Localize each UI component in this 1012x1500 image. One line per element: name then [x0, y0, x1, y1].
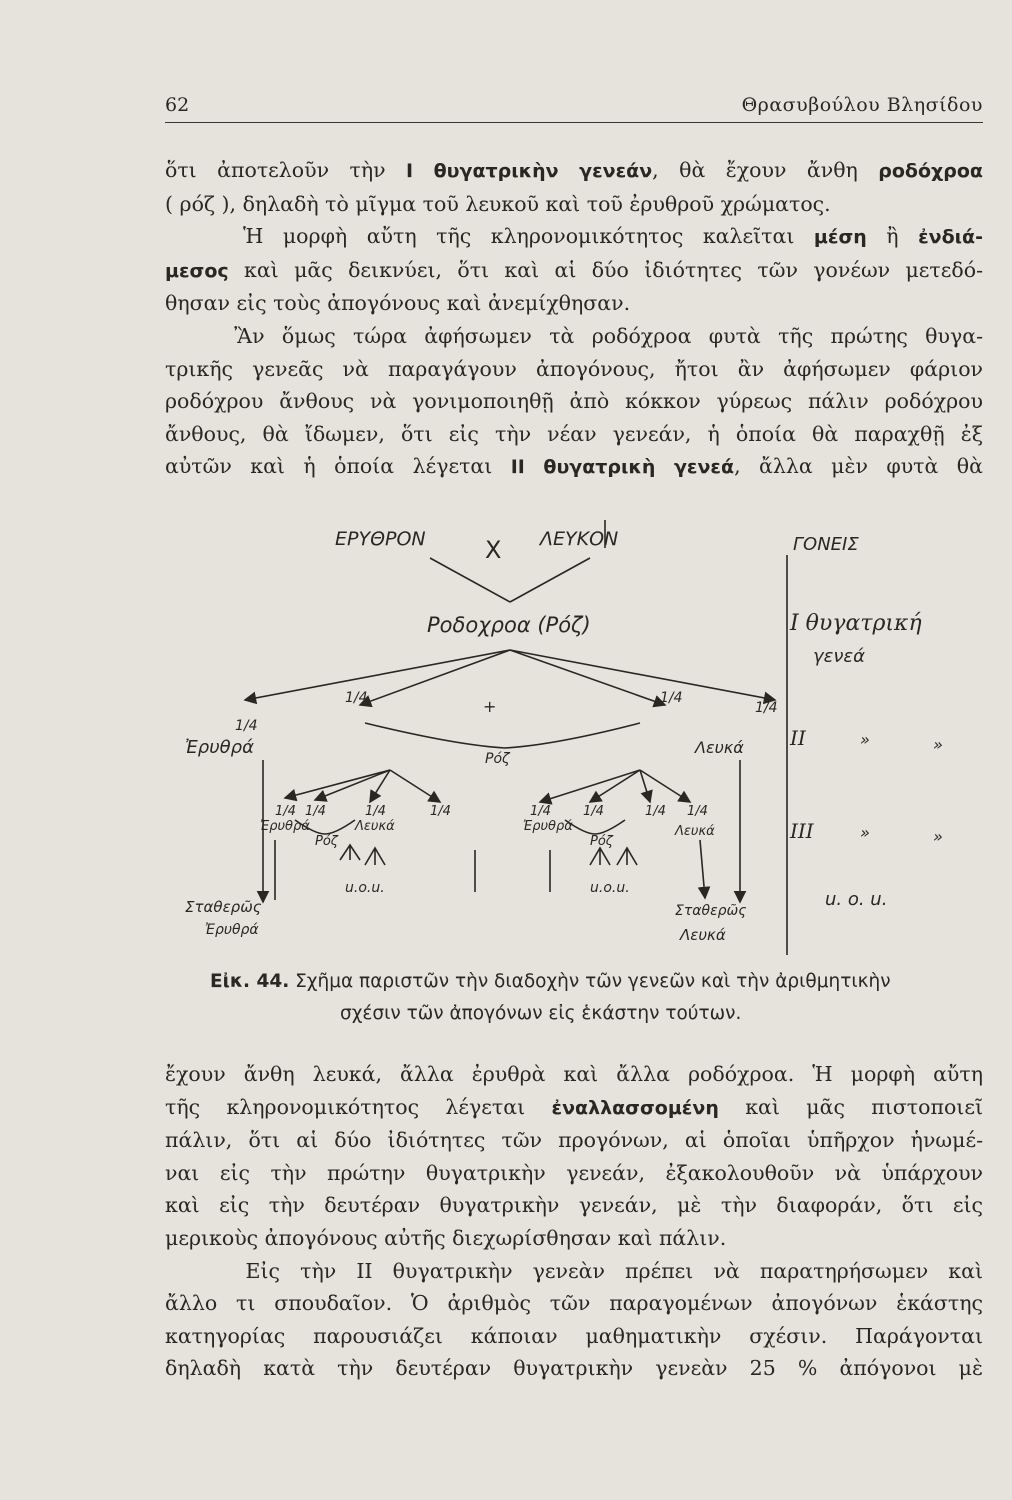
- label-f3-red-left: Ἐρυθρά: [260, 819, 310, 834]
- q-f3-6: 1/4: [583, 804, 604, 819]
- cross-symbol: X: [485, 536, 502, 564]
- text-run: καὶ μᾶς δεικνύει, ὅτι καὶ αἱ δύο ἰδιότητες τῶν γονέων μετεδό-: [228, 257, 983, 282]
- quarter-roz-right: 1/4: [660, 690, 683, 706]
- text-line: [165, 353, 983, 386]
- text-line: [165, 1255, 983, 1288]
- text-run: Ἂν ὅμως τώρα ἀφήσωμεν τὰ ροδόχροα φυτὰ τῆς πρώτης θυγα-: [165, 323, 983, 348]
- text-run: Ἡ μορφὴ αὔτη τῆς κληρονομικότητος καλεῖται: [165, 224, 814, 249]
- q-f3-7: 1/4: [645, 804, 666, 819]
- paragraph-top: [165, 154, 983, 484]
- q-f3-1: 1/4: [275, 804, 296, 819]
- text-run: ἔχουν ἄνθη λευκά, ἄλλα ἐρυθρὰ καὶ ἄλλα ροδόχροα. Ἡ μορφὴ αὔτη: [165, 1062, 983, 1086]
- bold-term: ἐνδιά-: [918, 226, 983, 249]
- bold-term: ΙΙ θυγατρικὴ γενεά: [510, 456, 735, 479]
- text-line: [165, 220, 983, 254]
- text-run: κατηγορίας παρουσιάζει κάποιαν μαθηματικὴν σχέσιν. Παράγονται: [165, 1323, 983, 1348]
- text-line: [165, 1058, 983, 1091]
- text-run: μερικοὺς ἀπογόνους αὐτῆς διεχωρίσθησαν καὶ πάλιν.: [165, 1225, 727, 1250]
- text-line: [165, 385, 983, 418]
- label-parents: ΓΟΝΕΙΣ: [793, 534, 859, 555]
- page-header: [165, 92, 983, 123]
- text-run: ἢ: [866, 224, 919, 249]
- text-run: ναι εἰς τὴν πρώτην θυγατρικὴν γενεάν, ἐξακολουθοῦν νὰ ὑπάρχουν: [165, 1160, 983, 1185]
- text-line: [165, 254, 983, 288]
- running-head: Θρασυβούλου Βλησίδου: [741, 94, 983, 116]
- text-run: ( ρόζ ), δηλαδὴ τὸ μῖγμα τοῦ λευκοῦ καὶ τοῦ ἐρυθροῦ χρώματος.: [165, 191, 831, 216]
- bold-term: μέση: [813, 226, 867, 249]
- label-gen1: I θυγατρική: [790, 611, 922, 636]
- label-f3-white-right: Λευκά: [675, 824, 715, 839]
- label-roz: Ρόζ: [485, 751, 510, 767]
- label-f3-red-right: Ἐρυθρά: [523, 819, 573, 834]
- text-run: καὶ μᾶς πιστοποιεῖ: [718, 1094, 983, 1119]
- text-run: τρικῆς γενεᾶς νὰ παραγάγουν ἀπογόνους, ἤτοι ἂν ἀφήσωμεν φάριον: [165, 356, 983, 381]
- page-number: 62: [165, 94, 190, 116]
- label-uou-left: u.o.u.: [345, 880, 385, 896]
- text-run: πάλιν, ὅτι αἱ δύο ἰδιότητες τῶν προγόνων, αἱ ὁποῖαι ὑπῆρχον ἡνωμέ-: [165, 1128, 983, 1153]
- bold-term: μεσος: [165, 259, 229, 282]
- text-run: καὶ εἰς τὴν δευτέραν θυγατρικὴν γενεάν, μὲ τὴν διαφοράν, ὅτι εἰς: [165, 1193, 983, 1218]
- text-line: [165, 154, 983, 188]
- ditto-gen2-b: »: [933, 735, 943, 754]
- cross-line-left: [430, 558, 510, 602]
- text-line: [165, 1320, 983, 1353]
- text-run: ἄλλο τι σπουδαῖον. Ὁ ἀριθμὸς τῶν παραγομένων ἀπογόνων ἑκάστης: [165, 1291, 983, 1316]
- text-line: [165, 1124, 983, 1157]
- label-parent-red: ΕΡΥΘΡΟΝ: [335, 528, 426, 550]
- text-line: [165, 1157, 983, 1190]
- text-run: ἄνθους, θὰ ἴδωμεν, ὅτι εἰς τὴν νέαν γενεάν, ἡ ὁποία θὰ παραχθῇ ἐξ: [165, 421, 983, 446]
- q-f3-4: 1/4: [430, 804, 451, 819]
- cross-line-right: [510, 558, 590, 602]
- text-line: [165, 320, 983, 353]
- bold-term: Ι θυγατρικὴν γενεάν: [406, 160, 653, 182]
- text-line: [165, 418, 983, 451]
- quarter-white: 1/4: [755, 700, 778, 716]
- label-etc: u. o. u.: [825, 889, 888, 910]
- label-f3-roz-left: Ρόζ: [315, 834, 338, 849]
- text-line: [165, 287, 983, 320]
- label-gen2: II: [790, 726, 806, 750]
- label-stable-red-2: Ἐρυθρά: [205, 922, 259, 938]
- label-f3-white-left: Λευκά: [355, 819, 395, 834]
- label-gen3: III: [790, 819, 814, 843]
- text-run: , θὰ ἔχουν ἄνθη: [652, 158, 879, 182]
- text-line: [165, 450, 983, 484]
- bold-term: ροδόχροα: [878, 160, 983, 182]
- caption-line-2: σχέσιν τῶν ἀπογόνων εἰς ἑκάστην τούτων.: [340, 1003, 742, 1024]
- q-f3-2: 1/4: [305, 804, 326, 819]
- label-uou-right: u.o.u.: [590, 880, 630, 896]
- bold-term: ἐναλλασσομένη: [551, 1096, 719, 1119]
- plus-sign: +: [483, 697, 497, 716]
- label-red: Ἐρυθρά: [185, 737, 254, 758]
- ditto-gen2-a: »: [860, 730, 870, 749]
- ditto-gen3-b: »: [933, 827, 943, 846]
- ditto-gen3-a: »: [860, 823, 870, 842]
- label-f1: Ροδοχροα (Ρόζ): [427, 613, 591, 637]
- figure-caption: [210, 966, 985, 1030]
- label-stable-red-1: Σταθερῶς: [185, 898, 262, 916]
- text-run: Εἰς τὴν ΙΙ θυγατρικὴν γενεὰν πρέπει νὰ παρατηρήσωμεν καὶ: [165, 1258, 983, 1283]
- text-line: [165, 1222, 983, 1255]
- label-parent-white: ΛΕΥΚΟΝ: [540, 528, 619, 550]
- q-f3-3: 1/4: [365, 804, 386, 819]
- caption-line-1: Σχῆμα παριστῶν τὴν διαδοχὴν τῶν γενεῶν καὶ τὴν ἀριθμητικὴν: [289, 971, 891, 992]
- text-run: ὅτι ἀποτελοῦν τὴν: [165, 158, 407, 182]
- text-line: [165, 1091, 983, 1125]
- text-line: [165, 188, 983, 221]
- text-line: [165, 1189, 983, 1222]
- label-f3-roz-right: Ρόζ: [590, 834, 613, 849]
- paragraph-bottom: [165, 1058, 983, 1385]
- text-line: [165, 1352, 983, 1385]
- q-f3-5: 1/4: [530, 804, 551, 819]
- label-stable-white-1: Σταθερῶς: [675, 903, 747, 919]
- text-line: [165, 1287, 983, 1320]
- arrow-to-white: [510, 650, 775, 700]
- text-run: θησαν εἰς τοὺς ἀπογόνους καὶ ἀνεμίχθησαν.: [165, 291, 631, 316]
- inheritance-diagram: [165, 520, 985, 960]
- label-gen1b: γενεά: [813, 646, 866, 667]
- label-white: Λευκά: [695, 738, 744, 757]
- quarter-roz-left: 1/4: [345, 690, 368, 706]
- figure-number: Εἰκ. 44.: [210, 971, 290, 992]
- q-f3-8: 1/4: [687, 804, 708, 819]
- label-stable-white-2: Λευκά: [680, 926, 726, 944]
- arrow-to-red: [245, 650, 510, 700]
- text-run: ροδόχρου ἄνθους νὰ γονιμοποιηθῇ ἀπὸ κόκκον γύρεως πάλιν ροδόχρου: [165, 389, 983, 414]
- text-run: , ἄλλα μὲν φυτὰ θὰ: [734, 454, 983, 479]
- text-run: αὐτῶν καὶ ἡ ὁποία λέγεται: [165, 454, 511, 479]
- text-run: τῆς κληρονομικότητος λέγεται: [165, 1094, 552, 1119]
- roz-brace: [365, 723, 640, 748]
- text-run: δηλαδὴ κατὰ τὴν δευτέραν θυγατρικὴν γενεὰν 25 % ἀπόγονοι μὲ: [165, 1356, 983, 1381]
- quarter-red: 1/4: [235, 718, 258, 734]
